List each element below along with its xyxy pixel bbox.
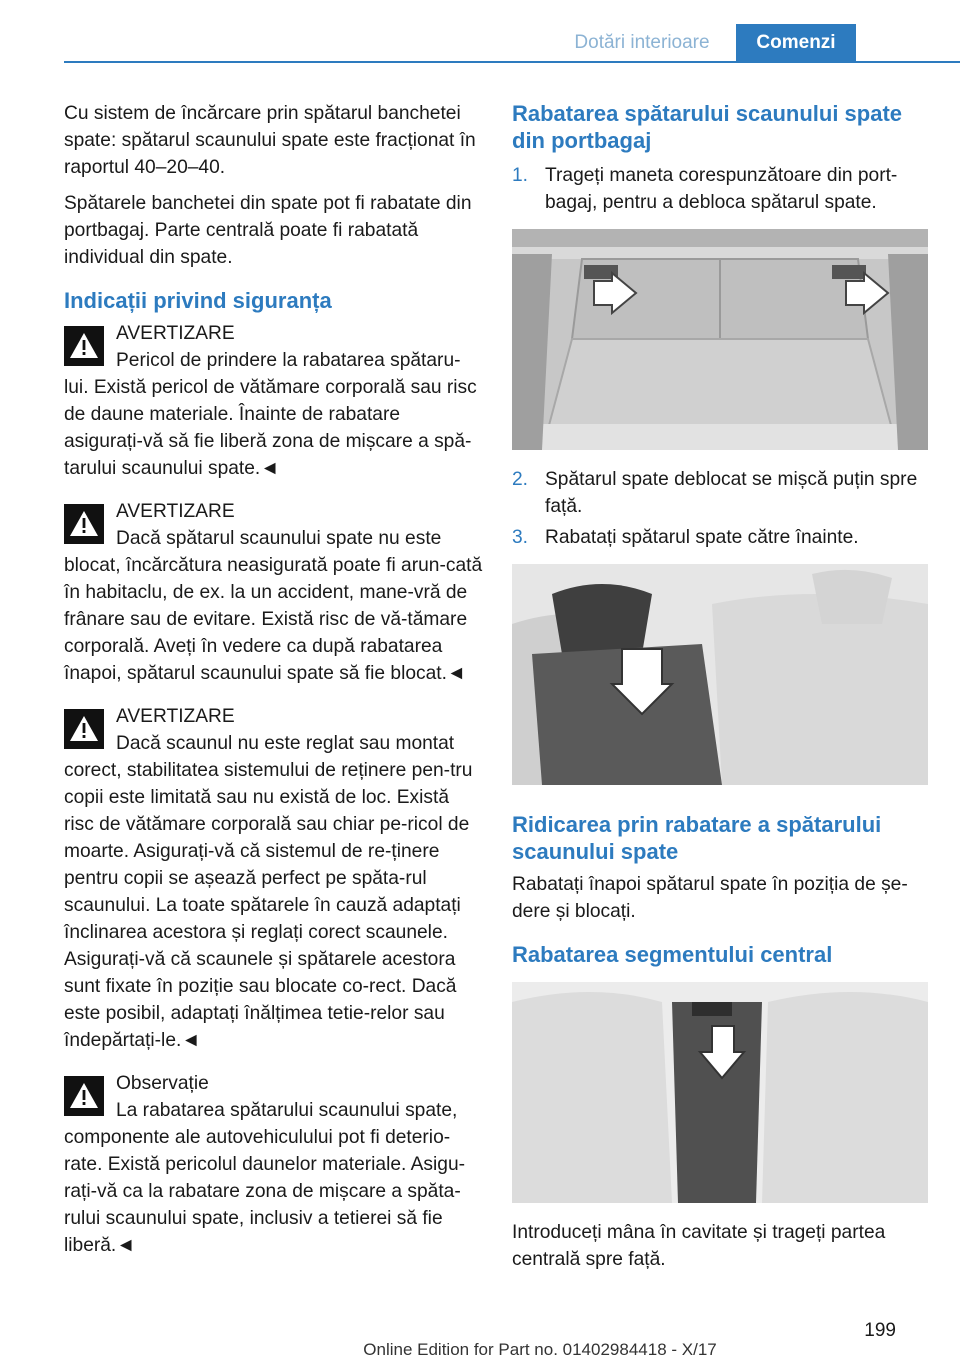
warning-first-line: Pericol de prindere la rabatarea spătaru‐ [116,350,461,371]
center-segment-photo [512,982,928,1203]
section-heading-center: Rabatarea segmentului central [512,942,833,967]
warning-triangle-icon [64,709,104,749]
list-item [512,524,928,551]
note-block [64,1070,484,1259]
note-title: Observație [116,1073,209,1094]
steps-list [512,162,928,216]
left-column [64,100,484,1275]
warning-title: AVERTIZARE [116,323,235,344]
warning-block [64,320,484,482]
section-heading-raise: Ridicarea prin rabatare a spătarului scaunului spate [512,812,882,864]
warning-block [64,703,484,1054]
warning-first-line: Dacă spătarul scaunului spate nu este [116,528,442,549]
step-number: 3. [512,527,529,548]
center-segment-paragraph: Introduceți mâna în cavitate și trageți partea centrală spre față. [512,1222,886,1270]
warning-title: AVERTIZARE [116,706,235,727]
page-number: 199 [864,1320,896,1341]
note-first-line: La rabatarea spătarului scaunului spate, [116,1100,458,1121]
step-number: 1. [512,165,529,186]
warning-first-line: Dacă scaunul nu este reglat sau montat [116,733,455,754]
seatback-fold-photo [512,564,928,785]
step-text: Rabatați spătarul spate către înainte. [545,527,859,548]
fold-info-paragraph: Spătarele banchetei din spate pot fi rabatate din portbagaj. Parte centrală poate fi rabatată individual din spate. [64,193,472,268]
raise-paragraph: Rabatați înapoi spătarul spate în poziția de șe‐dere și blocați. [512,874,908,922]
step-number: 2. [512,469,529,490]
warning-text: blocat, încărcătura neasigurată poate fi arun‐cată în habitaclu, de ex. la un accident, mane‐vră de frânare sau de evitare. Există risc de vă‐tămare corporală. Aveți în vedere ca după rabatarea înapoi, spătarul scaunului spate să fie blocat.◄ [64,555,483,684]
warning-triangle-icon [64,1076,104,1116]
step-text: Trageți maneta corespunzătoare din port‐bagaj, pentru a debloca spătarul spate. [545,165,898,213]
safety-heading: Indicații privind siguranța [64,288,332,313]
right-column [512,100,928,1282]
intro-paragraph: Cu sistem de încărcare prin spătarul banchetei spate: spătarul scaunului spate este fracționat în raportul 40–20–40. [64,103,476,178]
steps-list-continued [512,466,928,551]
warning-triangle-icon [64,504,104,544]
tab-comenzi[interactable]: Comenzi [736,24,856,61]
list-item [512,466,928,520]
header-rule [64,61,960,63]
footer-edition: Online Edition for Part no. 01402984418 - X/17 [363,1340,717,1359]
trunk-release-photo [512,229,928,450]
warning-triangle-icon [64,326,104,366]
section-heading-trunk: Rabatarea spătarului scaunului spate din portbagaj [512,101,903,153]
list-item [512,162,928,216]
warning-text: corect, stabilitatea sistemului de reținere pen‐tru copii este limitată sau nu există de loc. Există risc de vătămare corporală sau chiar pe‐ricol de moarte. Asigurați-vă că sistemul de re‐ținere pentru copii se așează perfect pe spăta‐rul scaunului. La toate spătarele în cauză adaptați înclinarea acestora și reglați corect scaunele. Asigurați-vă că scaunele și spătarele acestora sunt fixate în poziție sau blocate co‐rect. Dacă este posibil, adaptați înălțimea tetie‐relor sau îndepărtați-le.◄ [64,760,473,1051]
warning-block [64,498,484,687]
note-text: componente ale autovehiculului pot fi deterio‐rate. Există pericolul daunelor materiale. Asigu‐rați-vă ca la rabatare zona de mișcare a spăta‐rului scaunului spate, inclusiv a tetierei să fie liberă.◄ [64,1127,466,1256]
warning-title: AVERTIZARE [116,501,235,522]
warning-text: lui. Există pericol de vătămare corporală sau risc de daune materiale. Înainte de rabatare asigurați-vă să fie liberă zona de mișcare a spă‐tarului scaunului spate.◄ [64,377,477,479]
tab-dotari-interioare[interactable]: Dotări interioare [574,32,710,53]
step-text: Spătarul spate deblocat se mișcă puțin spre față. [545,469,918,517]
